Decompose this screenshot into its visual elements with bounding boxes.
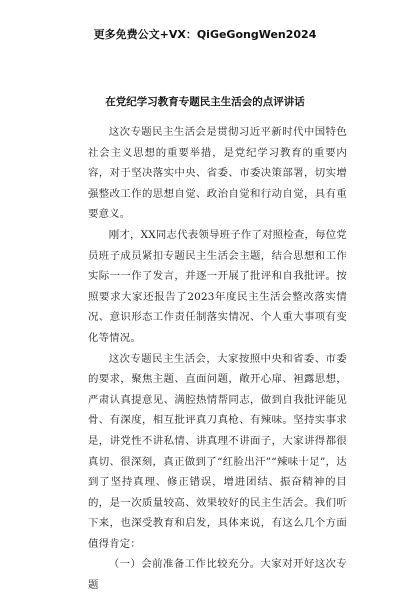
paragraph-intro: 这次专题民主生活会是贯彻习近平新时代中国特色社会主义思想的重要举措，是党纪学习教育的重要内容，对于坚决落实中央、省委、市委决策部署，切实增强整改工作的思想自觉、政治自觉和行动自觉，具有重要意义。 bbox=[88, 126, 347, 221]
document-body bbox=[88, 122, 347, 596]
paragraph-point-one: （一）会前准备工作比较充分。大家对开好这次专题 bbox=[88, 558, 347, 592]
paragraph-assessment: 这次专题民主生活会，大家按照中央和省委、市委的要求，聚焦主题、直面问题，敞开心扉、袒露思想，严肃认真提意见、满腔热情帮同志，做到自我批评能见骨、有深度，相互批评真刀真枪、有辣味。坚持实事求是，讲党性不讲私情、讲真理不讲面子，大家讲得都很真切、很深刻，真正做到了“红脸出汗”“辣味十足”，达到了坚持真理、修正错误，增进团结、振奋精神的目的，是一次质量较高、效果较好的民主生活会。我们听下来，也深受教育和启发，具体来说，有这么几个方面值得肯定： bbox=[88, 352, 347, 550]
document-title: 在党纪学习教育专题民主生活会的点评讲话 bbox=[105, 96, 305, 108]
page-header-watermark: 更多免费公文+VX：QiGeGongWen2024 bbox=[93, 28, 317, 41]
paragraph-review: 刚才，XX同志代表领导班子作了对照检查，每位党员班子成员紧扣专题民主生活会主题，结合思想和工作实际一一作了发言，并逐一开展了批评和自我批评。按照要求大家还报告了2023年度民主生活会整改落实情况、意识形态工作责任制落实情况、个人重大事项有变化等情况。 bbox=[88, 228, 347, 344]
